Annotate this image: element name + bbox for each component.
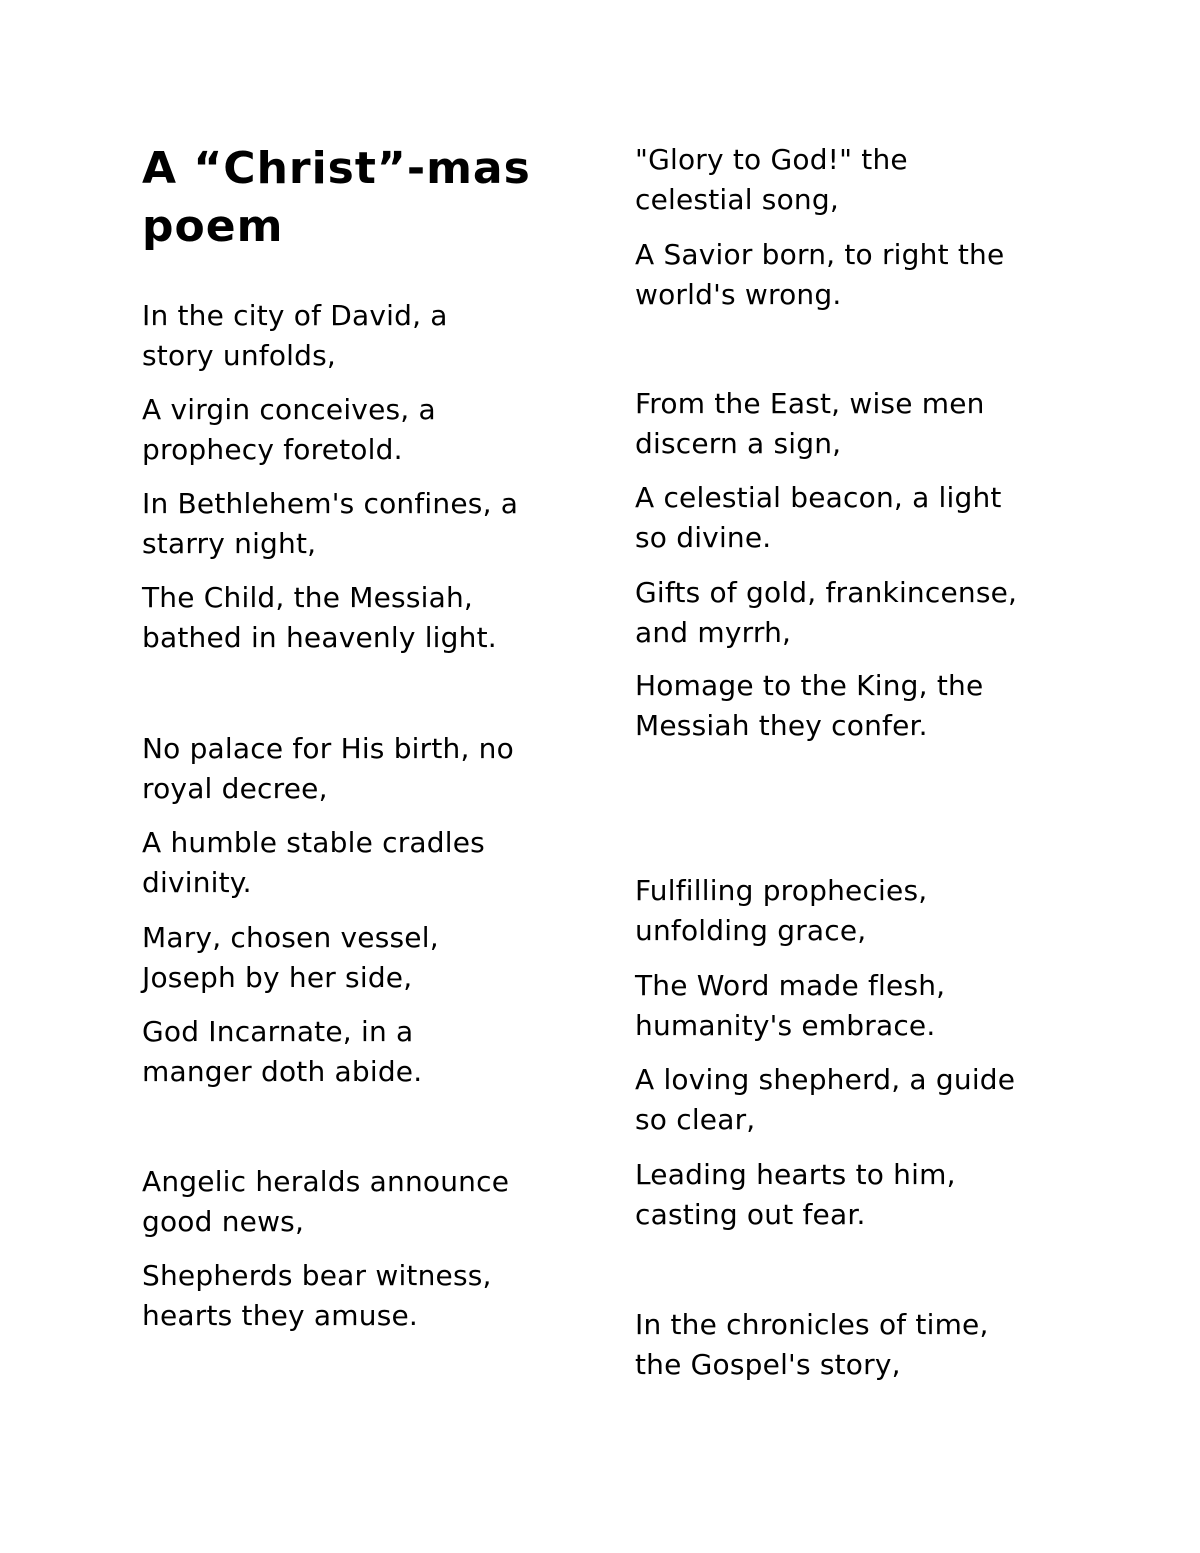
poem-line-text: manger doth abide. [142, 1055, 423, 1088]
poem-line-text: Homage to the King, the [635, 669, 984, 702]
poem-line-text: so divine. [635, 521, 772, 554]
poem-line-text: so clear, [635, 1103, 756, 1136]
poem-line-text: In the city of David, a [142, 299, 448, 332]
poem-line-text: A Savior born, to right the [635, 238, 1005, 271]
poem-line-text: discern a sign, [635, 427, 842, 460]
poem-line [142, 1162, 582, 1242]
poem-line-text: humanity's embrace. [635, 1009, 936, 1042]
poem-line-text: prophecy foretold. [142, 433, 403, 466]
poem-line-text: royal decree, [142, 772, 328, 805]
poem-line [635, 573, 1075, 653]
poem-line-text: bathed in heavenly light. [142, 621, 497, 654]
poem-line-text: Messiah they confer. [635, 709, 928, 742]
poem-line [142, 578, 582, 658]
poem-line [635, 871, 1075, 951]
poem-line [635, 235, 1075, 315]
poem-line-text: world's wrong. [635, 278, 842, 311]
poem-line [635, 478, 1075, 558]
poem-line-text: casting out fear. [635, 1198, 866, 1231]
poem-line-text: unfolding grace, [635, 914, 867, 947]
poem-line-text: Gifts of gold, frankincense, [635, 576, 1018, 609]
poem-line-text: Leading hearts to him, [635, 1158, 956, 1191]
poem-line-text: hearts they amuse. [142, 1299, 419, 1332]
poem-line [142, 918, 582, 998]
poem-line [635, 140, 1075, 220]
poem-line-text: In the chronicles of time, [635, 1308, 989, 1341]
title-line-1: A “Christ”-mas [142, 143, 531, 194]
poem-line-text: Shepherds bear witness, [142, 1259, 492, 1292]
poem-line-text: No palace for His birth, no [142, 732, 514, 765]
poem-line-text: The Child, the Messiah, [142, 581, 474, 614]
poem-line-text: The Word made flesh, [635, 969, 946, 1002]
poem-line-text: "Glory to God!" the [635, 143, 908, 176]
poem-line-text: God Incarnate, in a [142, 1015, 414, 1048]
poem-line [142, 484, 582, 564]
poem-line [635, 1060, 1075, 1140]
poem-line-text: A loving shepherd, a guide [635, 1063, 1016, 1096]
poem-line-text: the Gospel's story, [635, 1348, 901, 1381]
poem-line [635, 966, 1075, 1046]
poem-line-text: and myrrh, [635, 616, 792, 649]
poem-line [635, 384, 1075, 464]
poem-line-text: A humble stable cradles [142, 826, 485, 859]
poem-line-text: A virgin conceives, a [142, 393, 436, 426]
poem-line-text: celestial song, [635, 183, 839, 216]
poem-line [142, 823, 582, 903]
poem-line-text: good news, [142, 1205, 305, 1238]
poem-line [142, 729, 582, 809]
poem-line-text: Angelic heralds announce [142, 1165, 510, 1198]
poem-line-text: In Bethlehem's confines, a [142, 487, 519, 520]
poem-line-text: Fulfilling prophecies, [635, 874, 928, 907]
poem-line-text: Mary, chosen vessel, [142, 921, 439, 954]
poem-line-text: story unfolds, [142, 339, 337, 372]
poem-line-text: A celestial beacon, a light [635, 481, 1002, 514]
poem-line [635, 1155, 1075, 1235]
poem-line-text: divinity. [142, 866, 252, 899]
poem-line [142, 296, 582, 376]
poem-line [635, 666, 1075, 746]
poem-line-text: starry night, [142, 527, 317, 560]
poem-line [635, 1305, 1075, 1385]
poem-line [142, 390, 582, 470]
poem-line [142, 1012, 582, 1092]
poem-line-text: Joseph by her side, [142, 961, 413, 994]
title-line-2: poem [142, 201, 284, 252]
poem-line-text: From the East, wise men [635, 387, 985, 420]
page-title [142, 140, 582, 256]
poem-line [142, 1256, 582, 1336]
